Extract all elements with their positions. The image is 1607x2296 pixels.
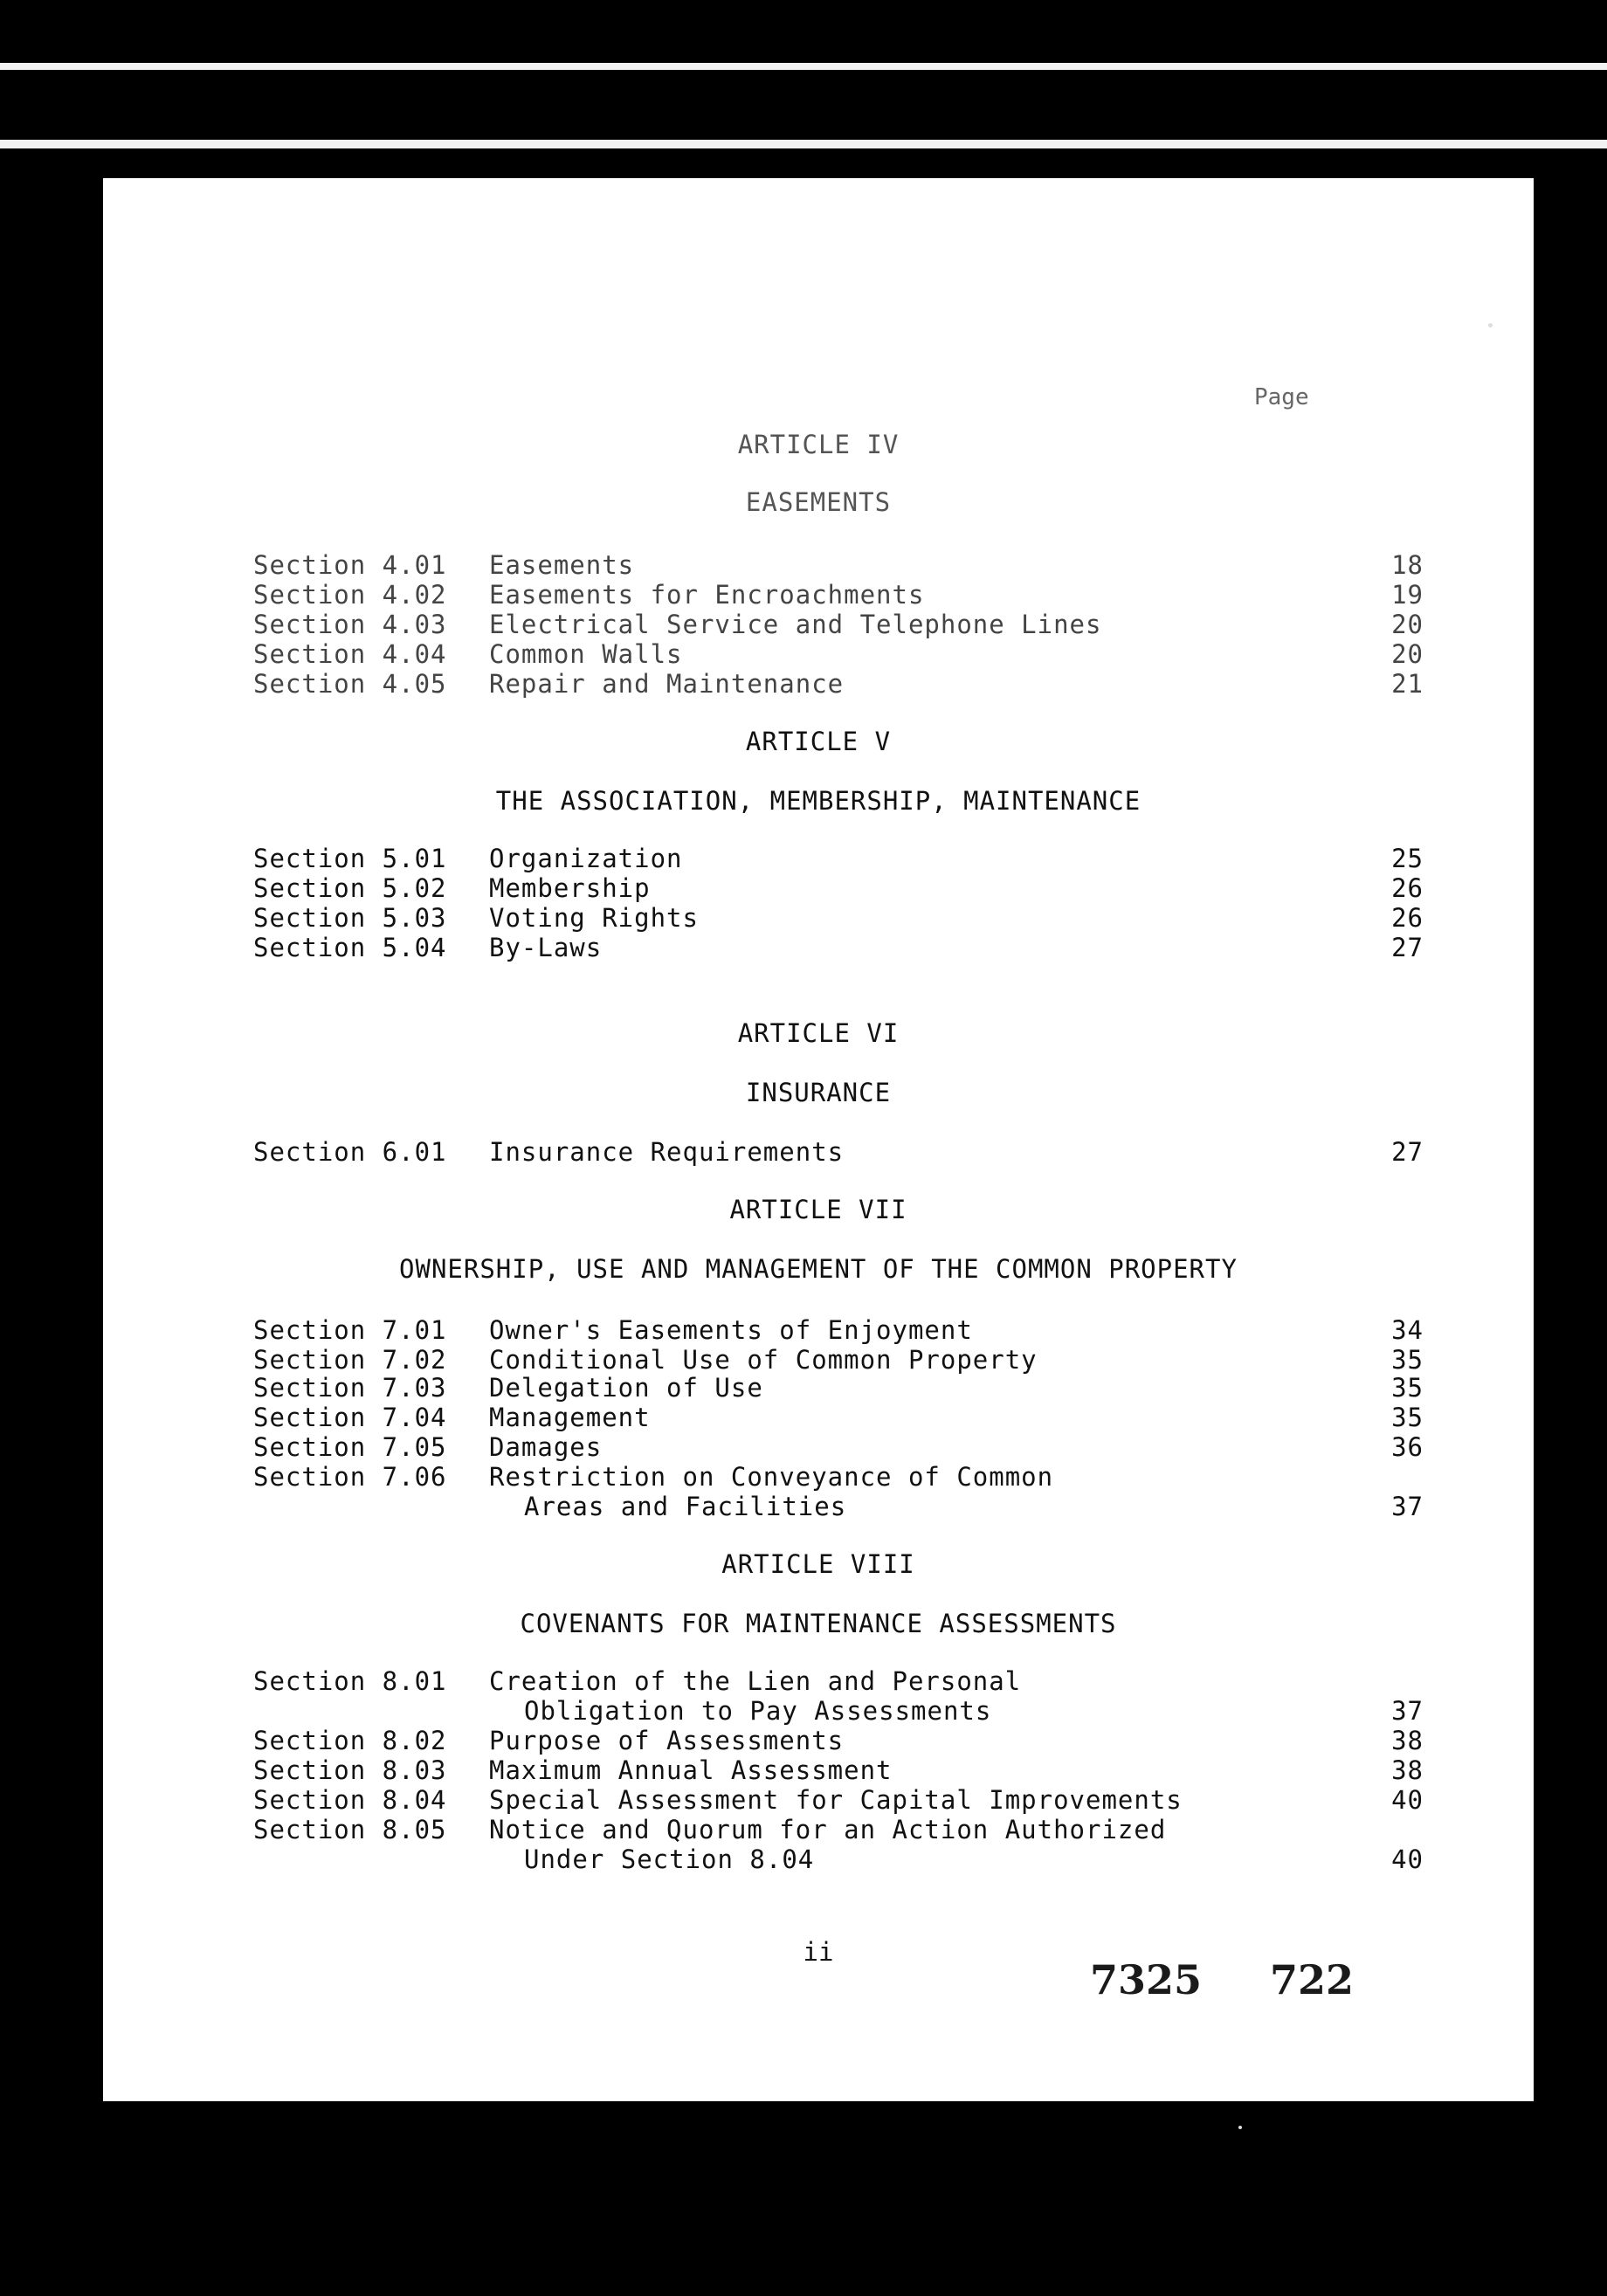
section-title: Maximum Annual Assessment	[489, 1755, 893, 1785]
toc-entry	[253, 580, 1424, 610]
section-title: Special Assessment for Capital Improvements	[489, 1785, 1183, 1815]
page-number: 35	[1391, 1345, 1424, 1375]
toc-entry	[253, 669, 1424, 699]
toc-entry	[253, 1315, 1424, 1345]
toc-entry	[253, 1815, 1424, 1874]
toc-entry	[253, 1345, 1424, 1375]
toc-entry	[253, 1755, 1424, 1785]
page-number: 27	[1391, 1137, 1424, 1167]
section-title: By-Laws	[489, 933, 603, 962]
page-number: 35	[1391, 1403, 1424, 1432]
document-page	[103, 178, 1534, 2101]
article-subheading: OWNERSHIP, USE AND MANAGEMENT OF THE COMMON PROPERTY	[399, 1254, 1238, 1284]
scan-edge-rule	[0, 63, 1607, 70]
section-number: Section 7.04	[253, 1403, 447, 1432]
page-number: 21	[1391, 669, 1424, 699]
section-title: Electrical Service and Telephone Lines	[489, 610, 1102, 639]
page-number: 38	[1391, 1755, 1424, 1785]
section-number: Section 8.04	[253, 1785, 447, 1815]
page-column-label: Page	[1254, 384, 1309, 410]
section-number: Section 4.05	[253, 669, 447, 699]
section-title: Common Walls	[489, 639, 683, 669]
page-number: 19	[1391, 580, 1424, 610]
section-number: Section 5.04	[253, 933, 447, 962]
article-subheading: COVENANTS FOR MAINTENANCE ASSESSMENTS	[520, 1609, 1117, 1638]
page-number: 27	[1391, 933, 1424, 962]
section-title: Notice and Quorum for an Action Authorized	[489, 1815, 1167, 1844]
scan-edge-rule	[0, 140, 1607, 148]
article-subheading: THE ASSOCIATION, MEMBERSHIP, MAINTENANCE	[495, 786, 1141, 816]
toc-entry	[253, 933, 1424, 962]
section-number: Section 7.03	[253, 1373, 447, 1403]
section-title: Creation of the Lien and Personal	[489, 1666, 1022, 1696]
section-title: Damages	[489, 1432, 603, 1462]
section-title: Conditional Use of Common Property	[489, 1345, 1038, 1375]
section-title: Insurance Requirements	[489, 1137, 845, 1167]
page-number: 38	[1391, 1726, 1424, 1755]
article-heading: ARTICLE V	[745, 727, 892, 756]
page-number: 34	[1391, 1315, 1424, 1345]
section-number: Section 5.01	[253, 844, 447, 873]
toc-entry	[253, 610, 1424, 639]
section-title: Management	[489, 1403, 651, 1432]
article-subheading: INSURANCE	[745, 1078, 892, 1107]
section-title: Restriction on Conveyance of Common	[489, 1462, 1054, 1492]
section-title-continued: Under Section 8.04	[524, 1844, 815, 1874]
section-title: Membership	[489, 873, 651, 903]
toc-entry	[253, 639, 1424, 669]
section-title-continued: Areas and Facilities	[524, 1492, 847, 1521]
page-number: 40	[1391, 1844, 1424, 1874]
section-title: Organization	[489, 844, 683, 873]
article-heading: ARTICLE VII	[729, 1195, 907, 1224]
page-number: 35	[1391, 1373, 1424, 1403]
page-number: 36	[1391, 1432, 1424, 1462]
section-title: Repair and Maintenance	[489, 669, 845, 699]
section-title: Voting Rights	[489, 903, 699, 933]
section-title: Owner's Easements of Enjoyment	[489, 1315, 973, 1345]
toc-entry	[253, 873, 1424, 903]
table-of-contents	[103, 178, 1534, 2101]
section-number: Section 7.05	[253, 1432, 447, 1462]
section-title: Delegation of Use	[489, 1373, 763, 1403]
toc-entry	[253, 844, 1424, 873]
page-number: 26	[1391, 873, 1424, 903]
page-number: 26	[1391, 903, 1424, 933]
page-number: 18	[1391, 550, 1424, 580]
section-number: Section 5.03	[253, 903, 447, 933]
article-heading: ARTICLE VIII	[721, 1549, 915, 1579]
scan-speck	[1238, 2126, 1242, 2129]
page-number: 40	[1391, 1785, 1424, 1815]
toc-entry	[253, 1462, 1424, 1521]
page-number: 37	[1391, 1696, 1424, 1726]
toc-entry	[253, 1666, 1424, 1726]
page-number: 37	[1391, 1492, 1424, 1521]
section-number: Section 4.03	[253, 610, 447, 639]
toc-entry	[253, 1432, 1424, 1462]
toc-entry	[253, 550, 1424, 580]
article-heading: ARTICLE IV	[737, 430, 900, 459]
toc-entry	[253, 903, 1424, 933]
section-title: Easements for Encroachments	[489, 580, 925, 610]
toc-entry	[253, 1785, 1424, 1815]
page-number: 25	[1391, 844, 1424, 873]
toc-entry	[253, 1403, 1424, 1432]
section-title-continued: Obligation to Pay Assessments	[524, 1696, 992, 1726]
section-number: Section 4.04	[253, 639, 447, 669]
toc-entry	[253, 1137, 1424, 1167]
section-title: Easements	[489, 550, 635, 580]
section-title: Purpose of Assessments	[489, 1726, 845, 1755]
section-number: Section 8.05	[253, 1815, 447, 1844]
article-heading: ARTICLE VI	[737, 1018, 900, 1048]
section-number: Section 7.02	[253, 1345, 447, 1375]
article-subheading: EASEMENTS	[745, 487, 892, 517]
recording-stamp-book: 7325	[1090, 1956, 1203, 2003]
page-number: 20	[1391, 610, 1424, 639]
section-number: Section 7.06	[253, 1462, 447, 1492]
section-number: Section 8.02	[253, 1726, 447, 1755]
toc-entry	[253, 1726, 1424, 1755]
section-number: Section 4.02	[253, 580, 447, 610]
section-number: Section 4.01	[253, 550, 447, 580]
page-number: 20	[1391, 639, 1424, 669]
toc-entry	[253, 1373, 1424, 1403]
section-number: Section 8.03	[253, 1755, 447, 1785]
recording-stamp-page: 722	[1270, 1956, 1355, 2003]
section-number: Section 7.01	[253, 1315, 447, 1345]
footer-page-number: ii	[803, 1937, 834, 1967]
section-number: Section 6.01	[253, 1137, 447, 1167]
section-number: Section 8.01	[253, 1666, 447, 1696]
section-number: Section 5.02	[253, 873, 447, 903]
